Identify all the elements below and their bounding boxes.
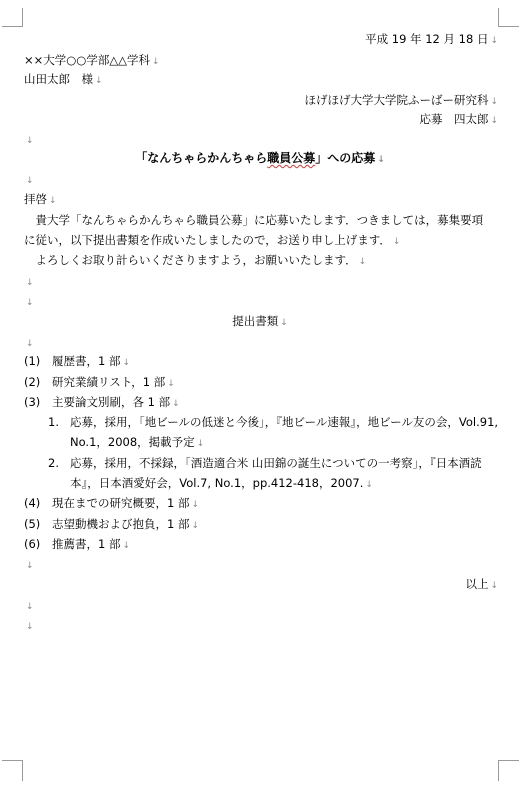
empty-paragraph: ↓	[26, 339, 34, 349]
closing: 以上 ↓	[465, 577, 498, 591]
empty-paragraph: ↓	[26, 602, 34, 612]
empty-paragraph: ↓	[26, 278, 34, 288]
empty-paragraph: ↓	[26, 298, 34, 308]
sub-list-item-continuation: 本』，日本酒愛好会，Vol.7, No.1，pp.412-418，2007. ↓	[70, 476, 373, 490]
empty-paragraph: ↓	[26, 622, 34, 632]
sub-list-item: 1. 応募，採用，「地ビールの低迷と今後」，『地ビール速報』，地ビール友の会，Vol.91,	[48, 415, 499, 429]
empty-paragraph: ↓	[26, 136, 34, 146]
body-line: 貴大学「なんちゃらかんちゃら職員公募」に応募いたします．つきましては，募集要項	[24, 213, 484, 227]
subject-title: 「なんちゃらかんちゃら職員公募」への応募 ↓	[135, 151, 385, 165]
sub-list-item-continuation: No.1，2008，掲載予定 ↓	[70, 435, 205, 449]
body-line: よろしくお取り計らいくださりますよう，お願いいたします． ↓	[24, 253, 367, 267]
empty-paragraph: ↓	[26, 561, 34, 571]
list-item: (3) 主要論文別刷，各 1 部 ↓	[24, 395, 180, 409]
list-item: (5) 志望動機および抱負，1 部 ↓	[24, 517, 200, 531]
crop-mark-top-left	[2, 8, 23, 27]
documents-heading: 提出書類 ↓	[232, 314, 288, 328]
list-item: (1) 履歴書，1 部 ↓	[24, 354, 131, 368]
list-item: (4) 現在までの研究概要，1 部 ↓	[24, 496, 200, 510]
crop-mark-bottom-left	[2, 760, 23, 781]
crop-mark-bottom-right	[498, 760, 519, 781]
list-item: (2) 研究業績リスト，1 部 ↓	[24, 375, 175, 389]
crop-mark-top-right	[498, 8, 519, 27]
sender-org: ほげほげ大学大学院ふーばー研究科 ↓	[304, 93, 498, 107]
greeting: 拝啓 ↓	[24, 192, 57, 206]
body-line: に従い，以下提出書類を作成いたしましたので，お送り申し上げます． ↓	[24, 233, 401, 247]
list-item: (6) 推薦書，1 部 ↓	[24, 537, 131, 551]
recipient-name: 山田太郎 様 ↓	[24, 72, 103, 86]
recipient-org: ××大学○○学部△△学科 ↓	[24, 53, 160, 67]
empty-paragraph: ↓	[26, 176, 34, 186]
sub-list-item: 2. 応募，採用，不採録，「酒造適合米 山田錦の誕生についての一考察」，『日本酒読	[48, 456, 482, 470]
sender-name: 応募 四太郎 ↓	[419, 112, 498, 126]
date-line: 平成 19 年 12 月 18 日 ↓	[365, 32, 498, 46]
